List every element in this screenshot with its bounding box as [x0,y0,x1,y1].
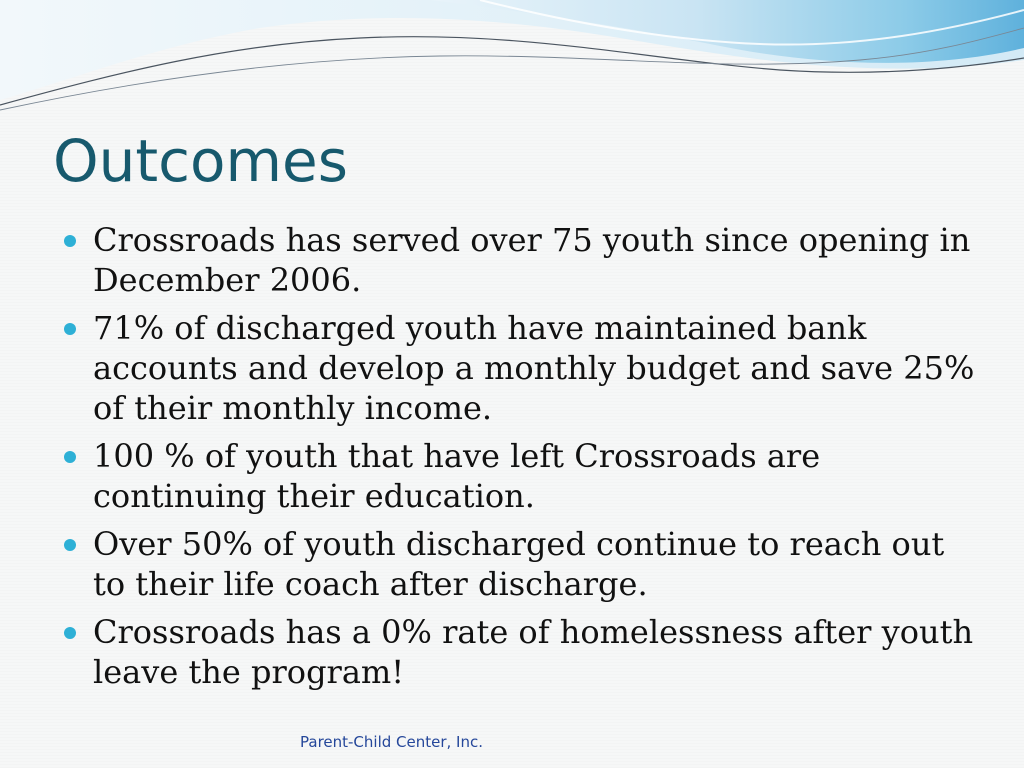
bullet-text: Over 50% of youth discharged continue to reach out to their life coach after discharge. [93,525,945,603]
bullet-dot-icon [64,451,76,463]
bullet-dot-icon [64,235,76,247]
slide-title: Outcomes [53,127,348,195]
bullet-list [62,220,982,700]
bullet-item [62,220,982,300]
bullet-item [62,436,982,516]
bullet-item [62,524,982,604]
bullet-text: Crossroads has a 0% rate of homelessness after youth leave the program! [93,613,974,691]
bullet-text: 71% of discharged youth have maintained bank accounts and develop a monthly budget and save 25% of their monthly income. [93,309,975,427]
bullet-dot-icon [64,323,76,335]
bullet-item [62,308,982,428]
bullet-text: Crossroads has served over 75 youth since opening in December 2006. [93,221,971,299]
bullet-dot-icon [64,539,76,551]
bullet-dot-icon [64,627,76,639]
bullet-text: 100 % of youth that have left Crossroads are continuing their education. [93,437,821,515]
slide-footer: Parent-Child Center, Inc. [300,733,484,751]
bullet-item [62,612,982,692]
header-wave-decoration [0,0,1024,120]
